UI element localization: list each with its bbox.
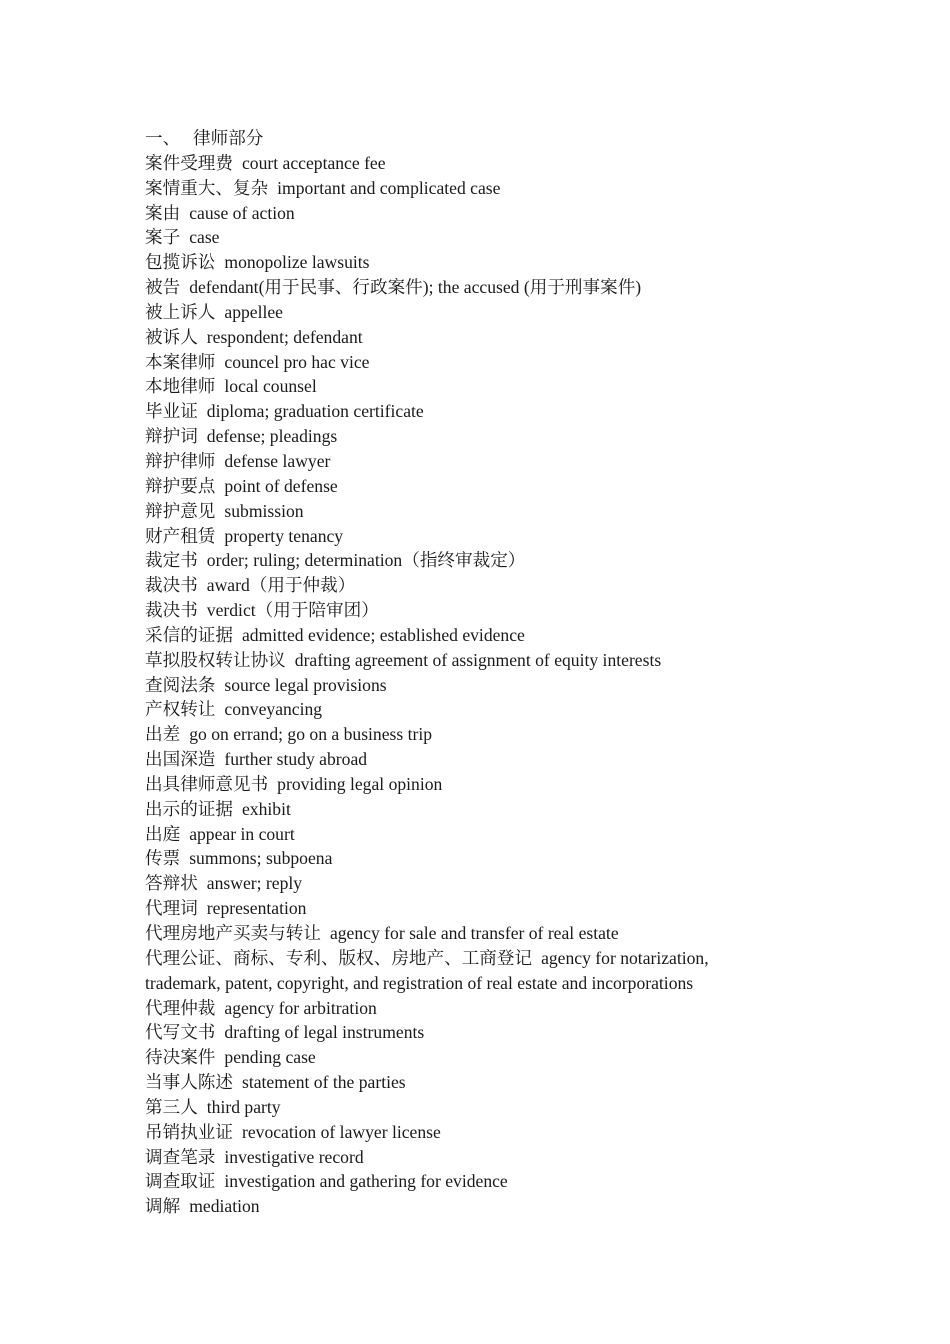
entry-term-zh: 出国深造 [145, 749, 216, 770]
entry-term-zh: 调查笔录 [145, 1146, 216, 1167]
glossary-entry [145, 176, 785, 201]
section-title: 律师部分 [193, 128, 264, 148]
entry-term-zh: 出庭 [145, 823, 181, 844]
entry-term-en: verdict（用于陪审团） [206, 600, 379, 621]
entry-term-zh: 案由 [145, 202, 181, 223]
entry-term-en: source legal provisions [224, 674, 387, 695]
glossary-entry [145, 524, 785, 549]
glossary-entry [145, 946, 785, 996]
glossary-entry [145, 399, 785, 424]
entry-term-en: pending case [224, 1047, 316, 1068]
entry-term-zh: 代理公证、商标、专利、版权、房地产、工商登记 [145, 947, 533, 968]
entry-term-zh: 本地律师 [145, 376, 216, 397]
entry-term-zh: 裁决书 [145, 600, 198, 621]
entry-term-zh: 待决案件 [145, 1047, 216, 1068]
glossary-entry [145, 275, 785, 300]
entry-term-zh: 采信的证据 [145, 624, 233, 645]
entry-term-en: respondent; defendant [206, 326, 363, 347]
entry-term-en: award（用于仲裁） [206, 575, 356, 596]
entry-term-en: appear in court [189, 823, 295, 844]
entry-term-en: councel pro hac vice [224, 351, 370, 372]
glossary-entry [145, 1045, 785, 1070]
entry-term-en: revocation of lawyer license [241, 1121, 441, 1142]
entry-term-en: defense; pleadings [206, 426, 338, 447]
entry-term-en: monopolize lawsuits [224, 252, 370, 273]
entry-term-zh: 传票 [145, 848, 181, 869]
entry-term-zh: 被上诉人 [145, 301, 216, 322]
glossary-entry [145, 250, 785, 275]
glossary-entry [145, 449, 785, 474]
glossary-entry [145, 499, 785, 524]
entry-term-en: submission [224, 500, 304, 521]
entry-term-zh: 辩护意见 [145, 500, 216, 521]
glossary-entry [145, 424, 785, 449]
entry-term-en: drafting of legal instruments [224, 1022, 425, 1043]
entry-term-en: mediation [189, 1196, 260, 1217]
glossary-entry [145, 374, 785, 399]
entry-term-en: cause of action [189, 202, 295, 223]
entry-term-en: admitted evidence; established evidence [241, 624, 525, 645]
entry-term-zh: 辩护律师 [145, 450, 216, 471]
entry-term-zh: 答辩状 [145, 873, 198, 894]
entry-term-en: appellee [224, 301, 283, 322]
glossary-entry [145, 151, 785, 176]
entry-term-en: conveyancing [224, 699, 323, 720]
glossary-entry [145, 598, 785, 623]
entry-term-en: drafting agreement of assignment of equity interests [294, 649, 662, 670]
entry-term-zh: 调解 [145, 1196, 181, 1217]
entry-term-zh: 包揽诉讼 [145, 252, 216, 273]
entry-term-zh: 草拟股权转让协议 [145, 649, 286, 670]
entry-term-en: diploma; graduation certificate [206, 401, 424, 422]
entry-term-zh: 辩护词 [145, 426, 198, 447]
glossary-entry [145, 722, 785, 747]
entry-term-zh: 被告 [145, 277, 181, 298]
entry-term-zh: 当事人陈述 [145, 1072, 233, 1093]
glossary-entry [145, 673, 785, 698]
entry-term-zh: 第三人 [145, 1096, 198, 1117]
glossary-entry [145, 797, 785, 822]
entry-term-en: summons; subpoena [189, 848, 333, 869]
glossary-entry [145, 300, 785, 325]
entry-term-zh: 出具律师意见书 [145, 773, 269, 794]
entry-term-en: defendant(用于民事、行政案件); the accused (用于刑事案件) [189, 277, 642, 298]
glossary-entry [145, 1070, 785, 1095]
entry-term-en: statement of the parties [241, 1072, 406, 1093]
glossary-entry [145, 350, 785, 375]
entry-term-zh: 代理词 [145, 898, 198, 919]
entry-term-zh: 代理仲裁 [145, 997, 216, 1018]
entry-term-zh: 裁定书 [145, 550, 198, 571]
entry-term-zh: 本案律师 [145, 351, 216, 372]
entry-term-en: investigation and gathering for evidence [224, 1171, 508, 1192]
glossary-entry [145, 772, 785, 797]
entry-term-zh: 出示的证据 [145, 798, 233, 819]
glossary-entry [145, 896, 785, 921]
entry-term-zh: 案情重大、复杂 [145, 177, 269, 198]
glossary-entry [145, 225, 785, 250]
entry-term-en: exhibit [241, 798, 291, 819]
entry-term-en: agency for sale and transfer of real estate [329, 923, 619, 943]
entry-term-en: representation [206, 898, 307, 919]
entry-term-zh: 财产租赁 [145, 525, 216, 546]
glossary-entry [145, 747, 785, 772]
glossary-entry [145, 822, 785, 847]
entry-term-zh: 案子 [145, 227, 181, 248]
glossary-entry [145, 697, 785, 722]
glossary-entry [145, 573, 785, 598]
entry-term-en: property tenancy [224, 525, 344, 546]
glossary-entry [145, 648, 785, 673]
entry-term-en: further study abroad [224, 749, 368, 770]
glossary-entry [145, 1169, 785, 1194]
entry-term-en: providing legal opinion [277, 773, 443, 794]
entry-term-en: case [189, 227, 220, 248]
glossary-entry [145, 325, 785, 350]
glossary-entry [145, 871, 785, 896]
glossary-entry [145, 1194, 785, 1219]
entry-term-zh: 查阅法条 [145, 674, 216, 695]
entry-term-en: order; ruling; determination（指终审裁定） [206, 550, 526, 571]
glossary-entry [145, 1020, 785, 1045]
entry-term-en: go on errand; go on a business trip [189, 724, 433, 745]
glossary-entry [145, 921, 785, 946]
entry-term-zh: 辩护要点 [145, 475, 216, 496]
entry-term-zh: 代写文书 [145, 1022, 216, 1043]
entry-term-zh: 出差 [145, 724, 181, 745]
glossary-entry [145, 201, 785, 226]
entry-term-en: third party [206, 1096, 281, 1117]
entry-term-en: agency for arbitration [224, 997, 377, 1018]
entry-term-en: defense lawyer [224, 450, 331, 471]
entry-term-zh: 调查取证 [145, 1171, 216, 1192]
section-heading [145, 126, 785, 151]
entry-term-zh: 产权转让 [145, 699, 216, 720]
entry-term-zh: 吊销执业证 [145, 1121, 233, 1142]
section-number: 一、 [145, 128, 181, 148]
entry-term-zh: 案件受理费 [145, 152, 233, 173]
entry-term-en: important and complicated case [277, 177, 501, 198]
entry-term-en: answer; reply [206, 873, 303, 894]
entry-term-zh: 毕业证 [145, 401, 198, 422]
glossary-entry [145, 548, 785, 573]
entry-term-en: investigative record [224, 1146, 364, 1167]
glossary-entry [145, 1120, 785, 1145]
glossary-entry [145, 996, 785, 1021]
glossary-entry [145, 623, 785, 648]
entry-term-en: local counsel [224, 376, 317, 397]
entry-term-en: point of defense [224, 475, 338, 496]
glossary-entry [145, 474, 785, 499]
entry-term-en: court acceptance fee [241, 152, 386, 173]
entry-term-zh: 被诉人 [145, 326, 198, 347]
entry-term-zh: 代理房地产买卖与转让 [145, 923, 321, 943]
glossary-entry [145, 846, 785, 871]
glossary-page [145, 126, 785, 1219]
entry-term-en: agency for notarization, trademark, patent, copyright, and registration of real estate and incorporations [145, 947, 709, 993]
entry-term-zh: 裁决书 [145, 575, 198, 596]
glossary-entry [145, 1095, 785, 1120]
glossary-entry [145, 1145, 785, 1170]
